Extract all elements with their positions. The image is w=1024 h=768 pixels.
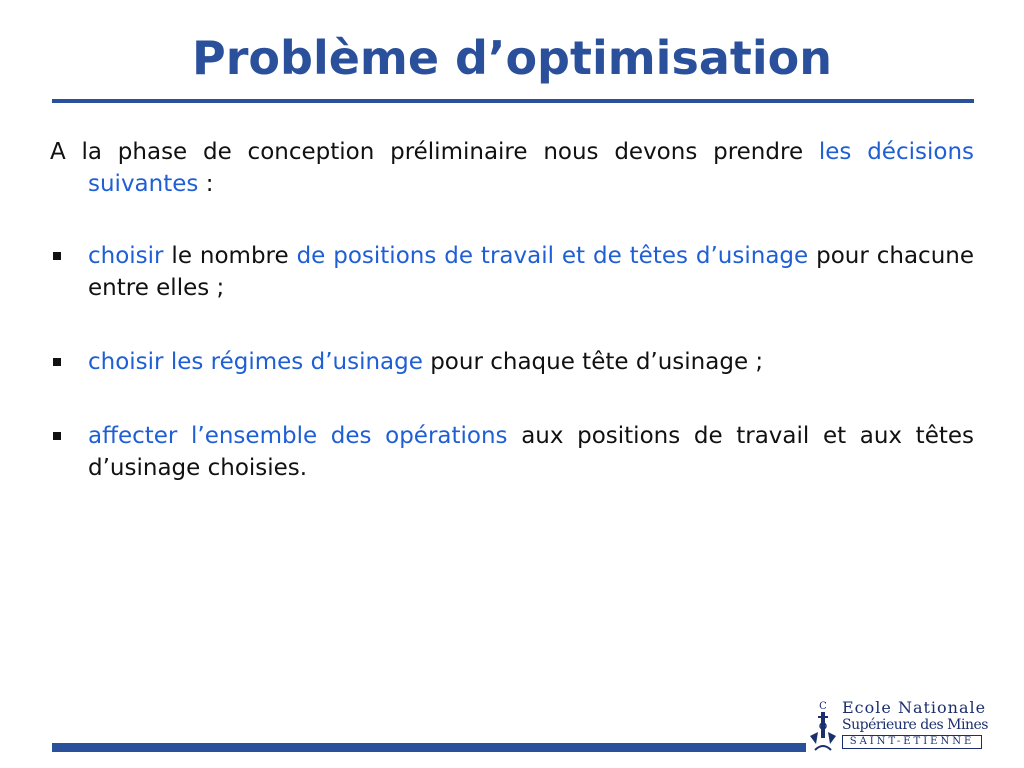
square-bullet-icon: [53, 358, 61, 366]
logo-line-3: SAINT-ETIENNE: [849, 736, 975, 747]
bullet-text: [88, 240, 974, 304]
bullet-segment: affecter l’ensemble des opérations: [88, 423, 508, 449]
logo-divider: [842, 748, 982, 749]
bullet-segment: de positions de travail et de têtes d’usinage: [296, 243, 809, 269]
logo-line-2: Supérieure des Mines: [842, 717, 988, 733]
bullet-text: [88, 420, 974, 484]
slide-body: [50, 136, 974, 484]
square-bullet-icon: [53, 432, 61, 440]
bullet-segment: aux positions de travail et aux têtes d’usinage choisies.: [88, 423, 974, 481]
intro-tail: :: [198, 171, 214, 197]
slide-title: Problème d’optimisation: [192, 31, 832, 85]
footer-bar: [52, 743, 806, 752]
intro-paragraph: [50, 136, 974, 200]
emblem-letter: C: [819, 701, 827, 712]
bullet-segment: choisir: [88, 243, 164, 269]
bullet-segment: choisir les régimes d’usinage: [88, 349, 423, 375]
logo-line-1: Ecole Nationale: [842, 698, 987, 717]
intro-highlight: les décisions suivantes: [88, 139, 974, 197]
title-underline: [52, 99, 974, 103]
intro-text: A la phase de conception préliminaire nous devons prendre: [50, 139, 819, 165]
bullet-segment: pour chacune entre elles ;: [88, 243, 974, 301]
square-bullet-icon: [53, 252, 61, 260]
bullet-text: [88, 346, 974, 378]
logo-subtitle-box: [842, 735, 982, 748]
bullet-item: [50, 240, 974, 304]
bullet-segment: le nombre: [163, 243, 297, 269]
bullet-item: [50, 420, 974, 484]
school-logo: [806, 698, 988, 754]
bullet-segment: pour chaque tête d’usinage ;: [422, 349, 764, 375]
bullet-item: [50, 346, 974, 378]
mines-emblem-icon: [806, 698, 840, 754]
